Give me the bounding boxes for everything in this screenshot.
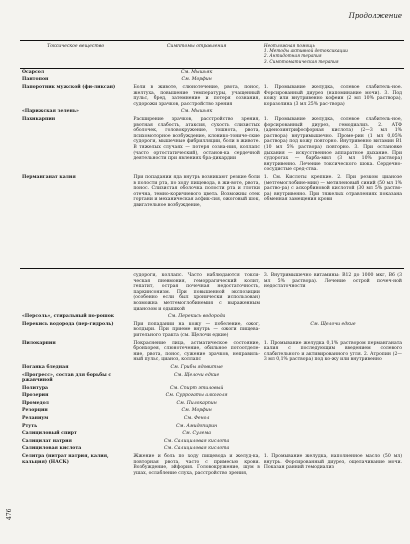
toxicology-table-bottom	[20, 272, 404, 477]
table-row	[20, 372, 404, 385]
cell-substance: Промедол	[22, 400, 49, 406]
cell-symptoms: См. Спирт этиловый	[169, 385, 224, 391]
cell-substance	[20, 272, 131, 313]
col-header-symptoms: Симптомы отравления	[131, 41, 262, 69]
cell-symptoms: См. Мышьяк	[180, 109, 213, 115]
cell-help	[262, 445, 404, 453]
cell-help	[262, 76, 404, 84]
running-head: Продолжение	[348, 12, 402, 20]
col-header-substance: Токсическое вещество	[20, 41, 131, 69]
cell-help	[262, 400, 404, 408]
cell-substance: Реланиум	[22, 416, 49, 422]
cell-help	[262, 364, 404, 372]
table-row	[20, 116, 404, 174]
table-row	[20, 174, 404, 210]
cell-symptoms: См. Морфин	[181, 408, 212, 414]
cell-symptoms: См. Перекись водорода	[167, 314, 226, 320]
table-row	[20, 415, 404, 423]
cell-substance: Политура	[22, 385, 49, 391]
cell-symptoms: Расширение зрачков, расстройство зрения, рвотная слабость, атаксия, сухость слизистых оболочек, головокружение, тошнота, рвота, психомоторное возбуждение, клонико-тониче-ские судороги, мышечные фибрилляции, боли в животе. В тяжелых случаях — потеря созна-ния, коллапс (часто ортостатический), останов-ка сердечной деятельности при явлениях бра-дикардии	[133, 116, 260, 162]
cell-help	[262, 372, 404, 385]
table-row	[20, 313, 404, 321]
cell-symptoms: См. Морфин	[181, 77, 212, 83]
table-row	[20, 68, 404, 76]
cell-symptoms: См. Мышьяк	[180, 69, 213, 75]
page-number: 476	[6, 508, 13, 520]
cell-symptoms: Покраснение лица, астматическое состояние, бронхорея, слюнотечение, обильное потоотделе-ние, рвота, понос, сужение зрачков, неправиль-ный пульс, цианоз, коллапс	[133, 340, 260, 363]
table-row	[20, 407, 404, 415]
table-row	[20, 453, 404, 477]
cell-symptoms: Боли в животе, слюнотечение, рвота, понос, желтуха, повышение температуры, учащенный пульс, бред, затемнение и потеря сознания, судорожи зрачков, расстройство зрения	[133, 85, 260, 107]
table-row	[20, 400, 404, 408]
cell-help	[262, 430, 404, 438]
cell-help	[262, 407, 404, 415]
cell-help	[262, 438, 404, 446]
cell-symptoms: Жжение и боль по ходу пищевода и желуд-ка, повторная рвота, часто с примесью крови. Возбуждение, эйфория. Головокружение, шум в ушах, ослабление слуха, расстройство зрения,	[133, 454, 260, 476]
table-row	[20, 385, 404, 393]
cell-substance: Салициловая кислота	[22, 446, 82, 452]
cell-symptoms: судороги, коллапс. Часто наблюдаются токси-ческая пневмония, геморрагический колит, гепатит, острая почечная недостаточность, паркинсонизм. При повышенной экспозиции (особенно если был хронически использован) возможна метгемоглобинемия с выраженным цианозом и одышкой	[133, 273, 260, 312]
table-row	[20, 321, 404, 340]
page-divider	[20, 268, 404, 269]
cell-help: 1. Промывание желудка 0,1% раствором перманганата калия с последующим введением солевого слабительного и активированного угля. 2. Атропин (2—3 мл 0,1% раствора) под ко-жу или внутривенно	[263, 340, 402, 363]
table-row	[20, 76, 404, 84]
cell-symptoms: См. Салициловая кислота	[164, 438, 230, 444]
cell-substance: Ртуть	[22, 423, 38, 429]
cell-substance: Селитра (нитрат натрия, калия, кальция) (НАСК)	[22, 454, 109, 465]
cell-help	[262, 392, 404, 400]
table-row	[20, 364, 404, 372]
cell-help	[262, 415, 404, 423]
cell-symptoms: См. Сулема	[182, 431, 211, 437]
table-row	[20, 108, 404, 116]
cell-help: 1. Промывание желудка, солевое слабитель-ное. Форсированный диурез (напоминание мочи). 3. Под кожу или внутривенно кофеин (2 мл 10% раствора), коразолина (3 мл 25% рас-твора)	[263, 85, 402, 107]
cell-substance: Осарсол	[22, 69, 45, 75]
table-row	[20, 392, 404, 400]
toxicology-table-top	[20, 40, 404, 209]
cell-substance: Салицилат натрия	[22, 438, 72, 444]
table-header-row	[20, 41, 404, 69]
table-row	[20, 445, 404, 453]
cell-symptoms: См. Фенол	[183, 416, 210, 422]
cell-substance: Перманганат калия	[22, 174, 76, 180]
cell-substance: Пилокарпин	[22, 340, 56, 346]
cell-symptoms: См. Салициловая кислота	[164, 446, 230, 452]
cell-substance: Резорцин	[22, 408, 48, 414]
cell-help	[262, 385, 404, 393]
cell-substance: Папоротник мужской (фи-ликсан)	[22, 85, 116, 90]
cell-help	[262, 68, 404, 76]
table-row	[20, 84, 404, 108]
cell-substance: Пахикарпин	[22, 116, 56, 122]
cell-help: 1. Промывание желудка, солевое слабитель-ное, форсированный диурез, гемодиализ. 2. АТФ (аденозинтрифосфорная кислота) (2—3 мл 1% раствора) внутримышечно. Проме-рин (1 мл 0,05% раствора) под кожу повторно. Внутривенно витамин B1 (10 мл 5% раствора) повторно. 3. При остановке дыхания — искусственное аппаратное дыхание. При судорогах — барба-мил (3 мл 10% раствора) внутривенно. Лечение токсического шока. Сердечно-сосудистые сред-ства.	[263, 116, 402, 173]
cell-symptoms: См. Суррогаты алкоголя	[165, 393, 228, 399]
cell-symptoms: См. Щелочи едкие	[174, 372, 220, 378]
cell-help	[262, 423, 404, 431]
cell-help	[262, 108, 404, 116]
cell-substance: «Прогресс», состав для борьбы с ржавчиной	[22, 372, 112, 384]
cell-substance: Прозерин	[22, 393, 49, 399]
table-row	[20, 340, 404, 364]
cell-help: 1. Промывание желудка, наполненное масло (50 мл) внутрь. Форсированный диурез, ощелачивание мочи. Показан ранний гемодиализ	[263, 454, 402, 471]
cell-help: 1. См. Кислоты крепкие. 2. При резком цианозе (метгемоглобине-мии) — метиленовый синий (50 мл 1% раство-ра) с аскорбиновой кислотой (30 мл 5% раство-ра) внутривенно. При тяжелых отравлениях показана обменная замещения крови	[263, 174, 402, 203]
cell-help: См. Щелочи едкие	[310, 321, 356, 327]
cell-symptoms: При попадании на кожу — побеление, ожог, волдыри. При приеме внутрь — ожоги пищева-рительного тракта (см. Щелочи едкие)	[133, 321, 260, 338]
cell-substance: Пантопон	[22, 77, 49, 83]
table-row	[20, 438, 404, 446]
cell-substance: Поганка бледная	[22, 364, 69, 370]
table-row	[20, 272, 404, 313]
cell-symptoms: При попадании яда внутрь возникают резкие боли в полости рта, по ходу пищевода, в жи-воте, рвота, понос. Слизистая оболочка полости рта и глотки отечна, темно-коричневого цвета. Возможны отек гортани и механическая асфик-сия, ожоговый шок, двигательное возбуждение,	[133, 174, 260, 208]
cell-substance: «Персоль», стиральный по-рошок	[22, 314, 115, 320]
cell-help	[262, 313, 404, 321]
col-header-help: Неотложная помощь 1. Методы активной детоксикации 2. Антидотная терапия 3. Симптоматическая терапия	[262, 41, 404, 69]
cell-symptoms: См. Пилокарпин	[176, 400, 217, 406]
cell-substance: Перекись водорода (пер-гидроль)	[22, 321, 114, 327]
cell-substance: Салициловый спирт	[22, 431, 77, 437]
cell-substance: «Парижская зелень»	[22, 109, 79, 115]
table-row	[20, 430, 404, 438]
table-row	[20, 423, 404, 431]
cell-symptoms: См. Грибы ядовитые	[170, 364, 223, 370]
cell-help: 3. Внутримышечно витамины: B12 до 1000 мкг, B6 (3 мл 5% раствора). Лечение острой почеч-ной недостаточности	[263, 273, 402, 290]
cell-symptoms: См. Амидопирин	[176, 423, 218, 429]
